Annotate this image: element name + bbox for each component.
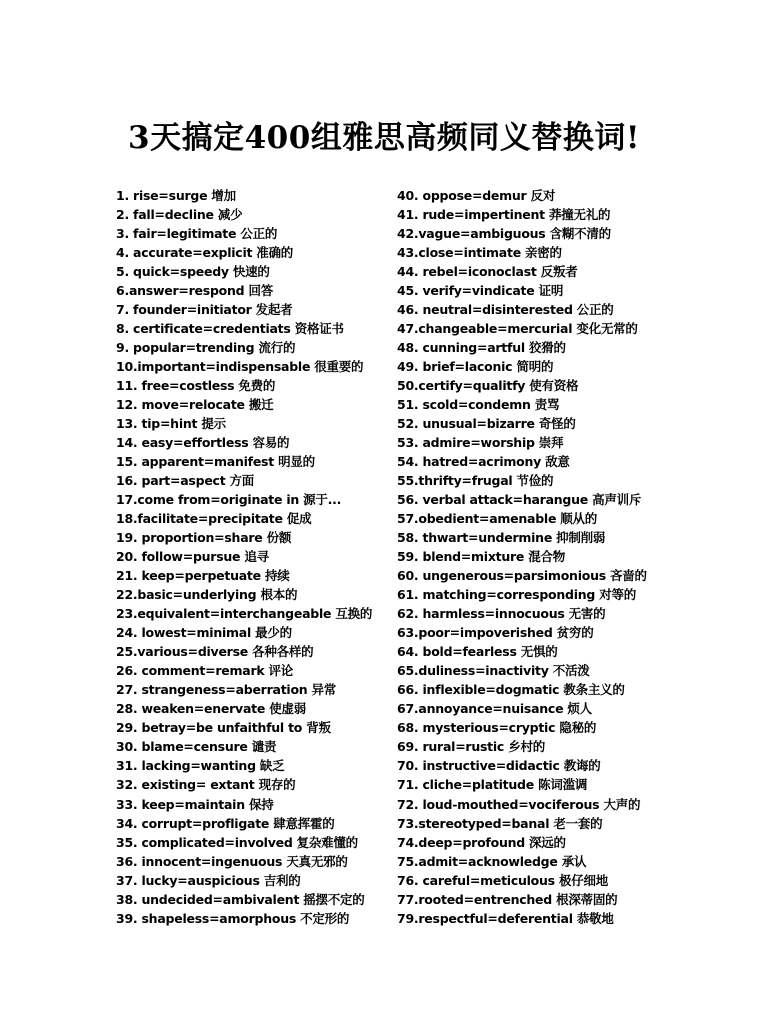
synonym-entry: 62. harmless=innocuous 无害的 [397, 606, 606, 622]
word-list-right-column [397, 186, 697, 928]
synonym-entry: 9. popular=trending 流行的 [116, 340, 296, 356]
synonym-entry: 3. fair=legitimate 公正的 [116, 226, 278, 242]
synonym-entry: 59. blend=mixture 混合物 [397, 549, 566, 565]
synonym-entry: 70. instructive=didactic 教诲的 [397, 758, 601, 774]
synonym-entry: 49. brief=laconic 简明的 [397, 359, 554, 375]
synonym-entry: 38. undecided=ambivalent 摇摆不定的 [116, 891, 365, 907]
synonym-entry: 26. comment=remark 评论 [116, 663, 294, 679]
synonym-entry: 13. tip=hint 提示 [116, 416, 226, 432]
synonym-entry: 37. lucky=auspicious 吉利的 [116, 872, 301, 888]
synonym-entry: 41. rude=impertinent 莽撞无礼的 [397, 207, 611, 223]
synonym-entry: 8. certificate=credentiats 资格证书 [116, 321, 344, 337]
synonym-entry: 34. corrupt=profligate 肆意挥霍的 [116, 815, 335, 831]
synonym-entry: 2. fall=decline 减少 [116, 207, 243, 223]
synonym-entry: 79.respectful=deferential 恭敬地 [397, 910, 614, 926]
synonym-entry: 68. mysterious=cryptic 隐秘的 [397, 720, 597, 736]
synonym-entry: 67.annoyance=nuisance 烦人 [397, 701, 592, 717]
synonym-entry: 55.thrifty=frugal 节俭的 [397, 473, 554, 489]
synonym-entry: 44. rebel=iconoclast 反叛者 [397, 264, 578, 280]
synonym-entry: 51. scold=condemn 责骂 [397, 397, 560, 413]
synonym-entry: 43.close=intimate 亲密的 [397, 245, 562, 261]
synonym-entry: 18.facilitate=precipitate 促成 [116, 511, 312, 527]
synonym-entry: 71. cliche=platitude 陈词滥调 [397, 777, 588, 793]
synonym-entry: 69. rural=rustic 乡村的 [397, 739, 545, 755]
synonym-entry: 17.come from=originate in 源于... [116, 492, 342, 508]
synonym-entry: 21. keep=perpetuate 持续 [116, 568, 290, 584]
synonym-entry: 50.certify=qualitfy 使有资格 [397, 378, 579, 394]
synonym-entry: 4. accurate=explicit 准确的 [116, 245, 294, 261]
synonym-entry: 72. loud-mouthed=vociferous 大声的 [397, 796, 641, 812]
synonym-entry: 58. thwart=undermine 抑制削弱 [397, 530, 606, 546]
synonym-entry: 11. free=costless 免费的 [116, 378, 276, 394]
synonym-entry: 46. neutral=disinterested 公正的 [397, 302, 614, 318]
synonym-entry: 7. founder=initiator 发起者 [116, 302, 293, 318]
synonym-entry: 32. existing= extant 现存的 [116, 777, 296, 793]
synonym-entry: 6.answer=respond 回答 [116, 283, 273, 299]
synonym-entry: 52. unusual=bizarre 奇怪的 [397, 416, 576, 432]
synonym-entry: 75.admit=acknowledge 承认 [397, 853, 587, 869]
synonym-entry: 15. apparent=manifest 明显的 [116, 454, 315, 470]
synonym-entry: 33. keep=maintain 保持 [116, 796, 274, 812]
synonym-entry: 31. lacking=wanting 缺乏 [116, 758, 285, 774]
synonym-entry: 16. part=aspect 方面 [116, 473, 255, 489]
synonym-entry: 56. verbal attack=harangue 高声训斥 [397, 492, 642, 508]
synonym-entry: 60. ungenerous=parsimonious 吝啬的 [397, 568, 647, 584]
synonym-entry: 45. verify=vindicate 证明 [397, 283, 564, 299]
synonym-entry: 40. oppose=demur 反对 [397, 188, 556, 203]
synonym-entry: 63.poor=impoverished 贫穷的 [397, 625, 594, 641]
synonym-entry: 61. matching=corresponding 对等的 [397, 587, 636, 603]
synonym-entry: 74.deep=profound 深远的 [397, 834, 566, 850]
synonym-entry: 20. follow=pursue 追寻 [116, 549, 269, 565]
synonym-entry: 48. cunning=artful 狡猾的 [397, 340, 566, 356]
synonym-entry: 42.vague=ambiguous 含糊不清的 [397, 226, 611, 242]
synonym-entry: 66. inflexible=dogmatic 教条主义的 [397, 682, 625, 698]
word-list-left-column [116, 186, 388, 928]
synonym-entry: 14. easy=effortless 容易的 [116, 435, 290, 451]
synonym-entry: 35. complicated=involved 复杂难懂的 [116, 834, 358, 850]
synonym-entry: 23.equivalent=interchangeable 互换的 [116, 606, 373, 622]
synonym-entry: 19. proportion=share 份额 [116, 530, 292, 546]
synonym-entry: 57.obedient=amenable 顺从的 [397, 511, 598, 527]
synonym-entry: 64. bold=fearless 无惧的 [397, 644, 558, 660]
synonym-entry: 65.duliness=inactivity 不活泼 [397, 663, 590, 679]
synonym-entry: 5. quick=speedy 快速的 [116, 264, 270, 280]
synonym-entry: 77.rooted=entrenched 根深蒂固的 [397, 891, 618, 907]
synonym-entry: 73.stereotyped=banal 老一套的 [397, 815, 603, 831]
synonym-entry: 1. rise=surge 增加 [116, 188, 236, 203]
page-title: 3天搞定400组雅思高频同义替换词! [128, 120, 640, 156]
synonym-entry: 24. lowest=minimal 最少的 [116, 625, 292, 641]
synonym-entry: 47.changeable=mercurial 变化无常的 [397, 321, 638, 337]
synonym-entry: 54. hatred=acrimony 敌意 [397, 454, 570, 470]
synonym-entry: 10.important=indispensable 很重要的 [116, 359, 364, 375]
synonym-entry: 27. strangeness=aberration 异常 [116, 682, 337, 698]
synonym-entry: 22.basic=underlying 根本的 [116, 587, 298, 603]
synonym-entry: 12. move=relocate 搬迁 [116, 397, 274, 413]
synonym-entry: 36. innocent=ingenuous 天真无邪的 [116, 853, 348, 869]
synonym-entry: 30. blame=censure 谴责 [116, 739, 277, 755]
synonym-entry: 76. careful=meticulous 极仔细地 [397, 872, 608, 888]
synonym-entry: 28. weaken=enervate 使虚弱 [116, 701, 306, 717]
synonym-entry: 25.various=diverse 各种各样的 [116, 644, 314, 660]
synonym-entry: 39. shapeless=amorphous 不定形的 [116, 910, 350, 926]
synonym-entry: 29. betray=be unfaithful to 背叛 [116, 720, 331, 736]
synonym-entry: 53. admire=worship 崇拜 [397, 435, 564, 451]
